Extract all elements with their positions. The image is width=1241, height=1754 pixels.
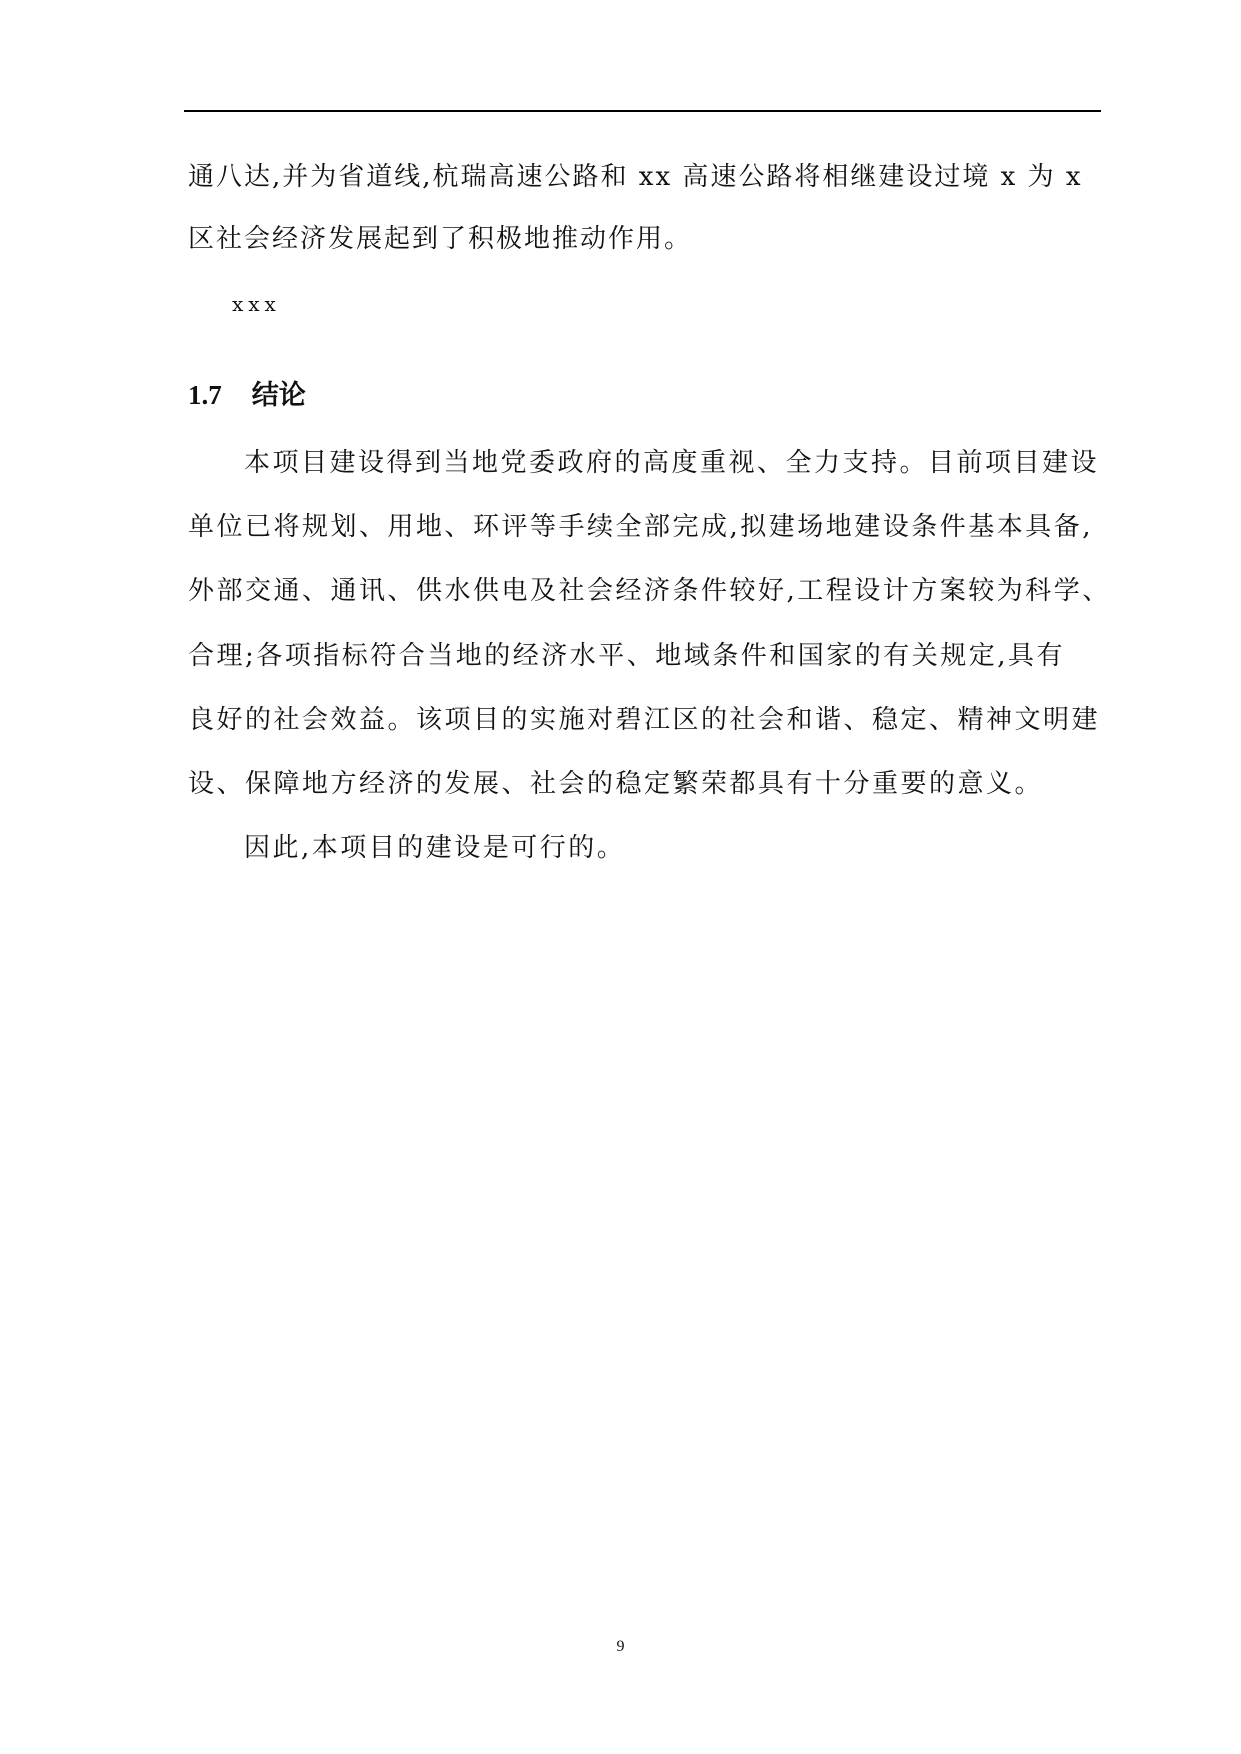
body-text-line: 区社会经济发展起到了积极地推动作用。 bbox=[188, 224, 693, 254]
paragraph-line: 良好的社会效益。该项目的实施对碧江区的社会和谐、稳定、精神文明建 bbox=[188, 705, 1101, 735]
page-number: 9 bbox=[616, 1638, 625, 1655]
body-text-line: xxx bbox=[232, 292, 281, 316]
paragraph-line: 因此,本项目的建设是可行的。 bbox=[244, 833, 626, 863]
paragraph-line: 单位已将规划、用地、环评等手续全部完成,拟建场地建设条件基本具备, bbox=[188, 512, 1094, 542]
section-heading bbox=[188, 378, 306, 412]
paragraph-line: 合理;各项指标符合当地的经济水平、地域条件和国家的有关规定,具有 bbox=[188, 641, 1066, 671]
header-rule bbox=[184, 110, 1101, 112]
body-text-line: 通八达,并为省道线,杭瑞高速公路和 xx 高速公路将相继建设过境 x 为 x bbox=[188, 162, 1083, 192]
paragraph-line: 外部交通、通讯、供水供电及社会经济条件较好,工程设计方案较为科学、 bbox=[188, 576, 1111, 606]
section-number: 1.7 bbox=[188, 380, 222, 410]
paragraph-line: 本项目建设得到当地党委政府的高度重视、全力支持。目前项目建设 bbox=[244, 448, 1100, 478]
section-title: 结论 bbox=[251, 380, 306, 410]
paragraph-line: 设、保障地方经济的发展、社会的稳定繁荣都具有十分重要的意义。 bbox=[188, 769, 1044, 799]
